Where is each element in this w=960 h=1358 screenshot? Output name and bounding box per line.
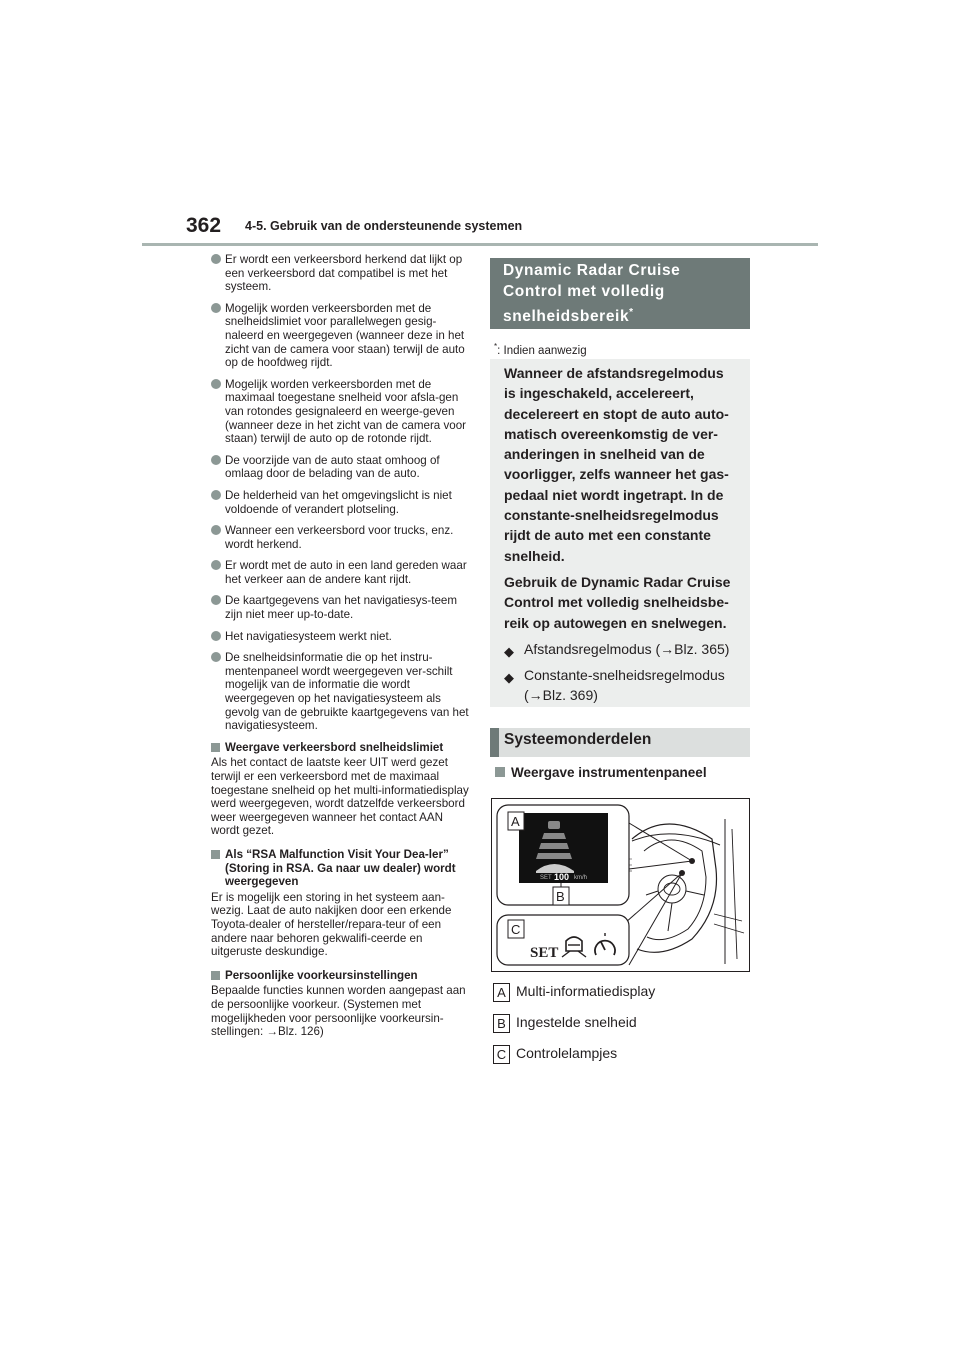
page-number: 362 xyxy=(186,214,222,237)
bullet-item: Het navigatiesysteem werkt niet. xyxy=(211,630,473,644)
svg-text:SET: SET xyxy=(540,875,552,881)
bullet-item: De helderheid van het omgevingslicht is niet voldoende of verandert plotseling. xyxy=(211,489,473,516)
legend-item-b: B Ingestelde snelheid xyxy=(493,1014,637,1032)
subsection-body: Er is mogelijk een storing in het systeem aan-wezig. Laat de auto nakijken door een erkende Toyota-dealer of hersteller/repara-teur of een andere naar behoren gekwalifi-ceerde en uitgeruste deskundige. xyxy=(211,890,452,959)
footnote: *: Indien aanwezig xyxy=(494,342,587,357)
square-bullet-icon xyxy=(211,743,220,752)
bullet-item: Wanneer een verkeersbord voor trucks, enz. wordt herkend. xyxy=(211,524,473,551)
svg-text:B: B xyxy=(556,889,565,904)
bullet-item: De snelheidsinformatie die op het instru-mentenpaneel wordt weergegeven ver-schilt mogelijk van de informatie die wordt weergegeven op het navigatiesysteem als gevolg van de gebruikte kaartgegevens van het navigatiesysteem. xyxy=(211,651,473,733)
bullet-dot-icon xyxy=(211,303,221,313)
svg-text:A: A xyxy=(511,814,520,829)
bullet-item: Mogelijk worden verkeersborden met de snelheidslimiet voor parallelwegen gesig-naleerd en weergegeven (wanneer deze in het zicht van de camera voor staan) terwijl de auto op de hoofdweg rijdt. xyxy=(211,302,473,370)
instrument-panel-figure xyxy=(491,798,750,972)
svg-text:SET: SET xyxy=(530,945,559,961)
bullet-dot-icon xyxy=(211,490,221,500)
section-banner: Dynamic Radar Cruise Control met volledig snelheidsbereik* xyxy=(490,258,750,329)
square-bullet-icon xyxy=(495,767,505,777)
bullet-dot-icon xyxy=(211,254,221,264)
intro-list-item: ◆ Afstandsregelmodus (→Blz. 365) xyxy=(504,639,736,659)
intro-paragraph: Gebruik de Dynamic Radar Cruise Control met volledig snelheidsbe-reik op autowegen en snelwegen. xyxy=(504,573,731,631)
bullet-dot-icon xyxy=(211,560,221,570)
bullet-dot-icon xyxy=(211,455,221,465)
diamond-bullet-icon: ◆ xyxy=(504,670,514,686)
subsection-body: Bepaalde functies kunnen worden aangepast aan de persoonlijke voorkeur. (Systemen met mogelijkheden voor persoonlijke voorkeursin-stellingen: →Blz. 126) xyxy=(211,984,466,1039)
legend-item-c: C Controlelampjes xyxy=(493,1045,617,1063)
subsection-heading: Als “RSA Malfunction Visit Your Dea-ler” (Storing in RSA. Ga naar uw dealer) wordt weergegeven xyxy=(211,848,473,889)
intro-list-item: ◆ Constante-snelheidsregelmodus (→Blz. 369) xyxy=(504,667,725,704)
section-title: 4-5. Gebruik van de ondersteunende systemen xyxy=(245,219,523,233)
subsection-heading: Persoonlijke voorkeursinstellingen xyxy=(211,969,473,983)
bullet-item: Er wordt met de auto in een land gereden waar het verkeer aan de andere kant rijdt. xyxy=(211,559,473,586)
square-bullet-icon xyxy=(211,850,220,859)
intro-paragraph: Wanneer de afstandsregelmodus is ingeschakeld, accelereert, decelereert en stopt de auto auto-matisch overeenkomstig de ver-anderingen in snelheid van de voorligger, zelfs wanneer het gas-pedaal niet wordt ingetrapt. In de constante-snelheidsregelmodus rijdt de auto met een constante snelheid. xyxy=(504,365,729,564)
intro-box xyxy=(490,359,750,707)
header-divider xyxy=(142,243,818,246)
square-bullet-icon xyxy=(211,971,220,980)
bullet-item: De kaartgegevens van het navigatiesys-teem zijn niet meer up-to-date. xyxy=(211,594,473,621)
bullet-dot-icon xyxy=(211,379,221,389)
bullet-dot-icon xyxy=(211,652,221,662)
svg-text:100: 100 xyxy=(554,872,570,882)
bullet-dot-icon xyxy=(211,595,221,605)
instrument-panel-illustration xyxy=(492,799,749,971)
svg-text:C: C xyxy=(511,922,521,937)
instrument-panel-heading: Weergave instrumentenpaneel xyxy=(495,765,707,780)
svg-text:km/h: km/h xyxy=(574,875,588,881)
bullet-dot-icon xyxy=(211,525,221,535)
systeemonderdelen-heading: Systeemonderdelen xyxy=(490,728,750,757)
legend-item-a: A Multi-informatiedisplay xyxy=(493,983,655,1001)
bullet-item: De voorzijde van de auto staat omhoog of omlaag door de belading van de auto. xyxy=(211,454,473,481)
subsection-body: Als het contact de laatste keer UIT werd gezet terwijl er een verkeersbord met de maximaal toegestane snelheid op het multi-informatiedisplay werd weergegeven, wordt datzelfde verkeersbord weer weergegeven wanneer het contact AAN wordt gezet. xyxy=(211,756,469,838)
diamond-bullet-icon: ◆ xyxy=(504,643,514,659)
bullet-item: Er wordt een verkeersbord herkend dat lijkt op een verkeersbord dat compatibel is met het systeem. xyxy=(211,253,473,294)
bullet-dot-icon xyxy=(211,631,221,641)
left-column xyxy=(211,253,473,1049)
subsection-heading: Weergave verkeersbord snelheidslimiet xyxy=(211,741,473,755)
bullet-item: Mogelijk worden verkeersborden met de maximaal toegestane snelheid voor afsla-gen van rotondes gesignaleerd en weerge-geven (wanneer deze in het zicht van de camera voor staan) terwijl de auto op de rotonde rijdt. xyxy=(211,378,473,446)
